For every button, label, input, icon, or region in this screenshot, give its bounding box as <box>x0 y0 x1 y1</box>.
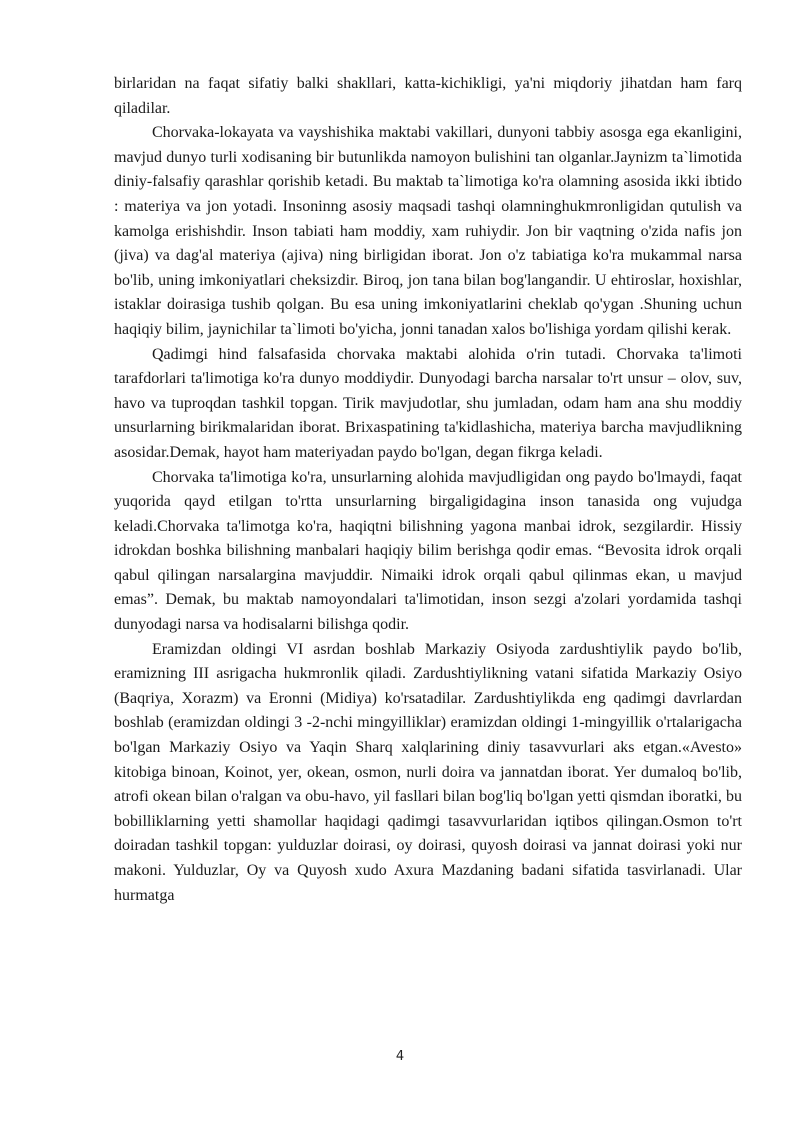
paragraph-continuation: birlaridan na faqat sifatiy balki shakllari, katta-kichikligi, ya'ni miqdoriy jihatdan ham farq qiladilar. <box>114 75 742 117</box>
page-number: 4 <box>395 1049 405 1064</box>
paragraph-zardushtiylik: Eramizdan oldingi VI asrdan boshlab Markaziy Osiyoda zardushtiylik paydo bo'lib, eramizning III asrigacha hukmronlik qiladi. Zardushtiylikning vatani sifatida Markaziy Osiyo (Baqriya, Xorazm) va Eronni (Midiya) ko'rsatadilar. Zardushtiylikda eng qadimgi davrlardan boshlab (eramizdan oldingi 3 -2-nchi mingyilliklar) eramizdan oldingi 1-mingyillik o'rtalarigacha bo'lgan Markaziy Osiyo va Yaqin Sharq xalqlarining diniy tasavvurlari aks etgan.«Avesto» kitobiga binoan, Koinot, yer, okean, osmon, nurli doira va jannatdan iborat. Yer dumaloq bo'lib, atrofi okean bilan o'ralgan va obu-havo, yil fasllari bilan bog'liq bo'lgan yetti qismdan iboratki, bu bobilliklarning yetti shamollar haqidagi qadimgi tasavvurlaridan iqtibos qilingan.Osmon to'rt doiradan tashkil topgan: yulduzlar doirasi, oy doirasi, quyosh doirasi va jannat doirasi yoki nur makoni. Yulduzlar, Oy va Quyosh xudo Axura Mazdaning badani sifatida tasvirlanadi. Ular hurmatga <box>114 640 742 904</box>
paragraph-chorvaka-materiya: Qadimgi hind falsafasida chorvaka maktabi alohida o'rin tutadi. Chorvaka ta'limoti tarafdorlari ta'limotiga ko'ra dunyo moddiydir. Dunyodagi barcha narsalar to'rt unsur – olov, suv, havo va tuproqdan tashkil topgan. Tirik mavjudotlar, shu jumladan, odam ham ana shu moddiy unsurlarning birikmalaridan iborat. Brixaspatining ta'kidlashicha, materiya barcha mavjudlikning asosidar.Demak, hayot ham materiyadan paydo bo'lgan, degan fikrga keladi. <box>114 345 742 461</box>
paragraph-chorvaka-jaynizm: Chorvaka-lokayata va vayshishika maktabi vakillari, dunyoni tabbiy asosga ega ekanligini, mavjud dunyo turli xodisaning bir butunlikda namoyon bulishini tan olganlar.Jaynizm ta`limotida diniy-falsafiy qarashlar qorishib ketadi. Bu maktab ta`limotiga ko'ra olamning asosida ikki ibtido : materiya va jon yotadi. Insoninng asosiy maqsadi tashqi olamninghukmronligidan qutulish va kamolga erishishdir. Inson tabiati ham moddiy, xam ruhiydir. Jon bir vaqtning o'zida nafis jon (jiva) va dag'al materiya (ajiva) ning birligidan iborat. Jon o'z tabiatiga ko'ra mukammal narsa bo'lib, uning imkoniyatlari cheksizdir. Biroq, jon tana bilan bog'langandir. U ehtiroslar, hoxishlar, istaklar doirasiga tushib qolgan. Bu esa uning imkoniyatlarini cheklab qo'ygan .Shuning uchun haqiqiy bilim, jaynichilar ta`limoti bo'yicha, jonni tanadan xalos bo'lishiga yordam qilishi kerak. <box>114 124 742 338</box>
document-page <box>114 72 742 908</box>
paragraph-chorvaka-idrok: Chorvaka ta'limotiga ko'ra, unsurlarning alohida mavjudligidan ong paydo bo'lmaydi, faqat yuqorida qayd etilgan to'rtta unsurlarning birgaligidagina inson tanasida ong vujudga keladi.Chorvaka ta'limotga ko'ra, haqiqtni bilishning yagona manbai idrok, sezgilardir. Hissiy idrokdan boshka bilishning manbalari haqiqiy bilim berishga qodir emas. “Bevosita idrok orqali qabul qilingan narsalargina mavjuddir. Nimaiki idrok orqali qabul qilinmas ekan, u mavjud emas”. Demak, bu maktab namoyondalari ta'limotidan, inson sezgi a'zolari yordamida tashqi dunyodagi narsa va hodisalarni bilishga qodir. <box>114 468 742 634</box>
